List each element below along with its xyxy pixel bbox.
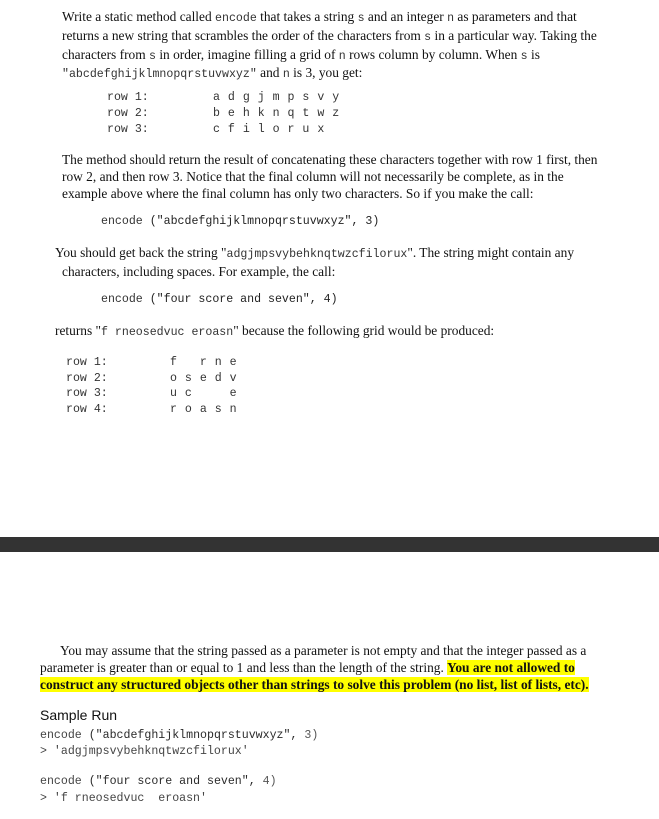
page-divider bbox=[0, 537, 659, 552]
code-args: ("abcdefghijklmnopqrstuvwxyz", bbox=[81, 729, 298, 742]
text-line bbox=[40, 677, 640, 694]
grid-cell: o bbox=[272, 123, 280, 136]
code-inline: "abcdefghijklmnopqrstuvwxyz" bbox=[62, 68, 257, 82]
grid-cell: e bbox=[229, 387, 237, 400]
grid-cell: h bbox=[242, 107, 250, 120]
text: in order, imagine filling a grid of bbox=[155, 46, 339, 62]
grid-cell: z bbox=[332, 107, 340, 120]
code-inline: encode bbox=[215, 12, 257, 25]
grid-example-2 bbox=[66, 356, 286, 418]
code-fn: encode bbox=[101, 293, 143, 306]
code-inline: n bbox=[282, 68, 290, 82]
code-inline: s bbox=[357, 12, 365, 25]
grid-cell: u bbox=[170, 387, 177, 400]
grid-cell: e bbox=[229, 356, 237, 369]
grid-cell: o bbox=[170, 371, 177, 385]
grid-cell: y bbox=[332, 91, 340, 104]
text: and bbox=[256, 65, 283, 81]
grid-cell: e bbox=[227, 107, 235, 120]
paragraph-5 bbox=[40, 643, 640, 693]
code-args: ("four score and seven", bbox=[149, 293, 317, 306]
code-fn: encode bbox=[40, 729, 82, 742]
text: returns " bbox=[55, 323, 101, 338]
highlighted-text: construct any structured objects other than strings to solve this problem (no list, list of lists, etc). bbox=[40, 676, 589, 692]
code-inline: s bbox=[149, 49, 156, 63]
grid-cell: s bbox=[214, 402, 222, 416]
sample-run-output-1: > 'adgjmpsvybehknqtwzcfilorux' bbox=[40, 745, 249, 758]
grid-cell: s bbox=[184, 371, 192, 385]
text: is bbox=[527, 46, 540, 62]
text: that takes a string bbox=[256, 9, 358, 24]
grid-row-label: row 1: bbox=[107, 91, 149, 104]
grid-cell: e bbox=[199, 371, 207, 385]
grid-cell: n bbox=[229, 402, 237, 416]
text: in a particular way. Taking the bbox=[431, 27, 597, 43]
grid-cell: s bbox=[302, 91, 310, 104]
sample-run-title: Sample Run bbox=[40, 707, 118, 723]
code-call-1 bbox=[101, 215, 379, 228]
grid-cell: v bbox=[317, 91, 325, 104]
grid-cell: w bbox=[317, 107, 325, 120]
intro-line-2 bbox=[62, 28, 622, 47]
code-call-2 bbox=[101, 293, 338, 306]
text-line: You may assume that the string passed as a parameter is not empty and that the integer passed as a bbox=[60, 643, 587, 658]
paragraph-3 bbox=[55, 245, 635, 281]
sample-run-output-2: > 'f rneosedvuc eroasn' bbox=[40, 792, 207, 805]
text: is 3, you get: bbox=[289, 65, 363, 81]
grid-cell: v bbox=[229, 371, 237, 385]
sample-run-call-1 bbox=[40, 729, 318, 742]
grid-cell: k bbox=[257, 107, 265, 120]
grid-cell: c bbox=[184, 387, 192, 400]
grid-row-label: row 3: bbox=[66, 387, 108, 400]
grid-cell: a bbox=[199, 402, 207, 416]
text: characters from bbox=[62, 46, 149, 62]
grid-cell: x bbox=[317, 123, 325, 136]
grid-cell: i bbox=[242, 123, 250, 136]
code-fn: encode bbox=[101, 215, 143, 228]
text-line: example above where the final column has only two characters. So if you make the call: bbox=[62, 185, 534, 201]
intro-line-4 bbox=[62, 65, 622, 84]
grid-row-label: row 3: bbox=[107, 123, 149, 136]
grid-cell: b bbox=[213, 107, 220, 120]
grid-cell: r bbox=[287, 123, 295, 136]
paragraph-2 bbox=[62, 152, 642, 202]
text-line bbox=[55, 245, 635, 264]
grid-cell: d bbox=[227, 91, 235, 104]
text: as parameters and that bbox=[454, 9, 577, 24]
grid-cell: q bbox=[287, 107, 295, 120]
grid-cell: p bbox=[287, 91, 295, 104]
intro-line-1 bbox=[62, 9, 622, 28]
grid-cell: r bbox=[170, 402, 177, 416]
grid-cell: r bbox=[199, 356, 207, 369]
code-inline: n bbox=[447, 12, 455, 25]
text: Write a static method called bbox=[62, 9, 216, 24]
paragraph-4 bbox=[55, 323, 635, 342]
grid-row-label: row 4: bbox=[66, 402, 108, 416]
grid-cell: l bbox=[257, 123, 265, 136]
text: parameter is greater than or equal to 1 and less than the length of the string. bbox=[40, 659, 448, 675]
code-inline: s bbox=[424, 30, 432, 44]
code-num: 3) bbox=[358, 215, 380, 228]
grid-cell: d bbox=[214, 371, 222, 385]
text: and an integer bbox=[364, 9, 448, 24]
text-line bbox=[40, 660, 640, 677]
grid-cell: g bbox=[242, 91, 250, 104]
code-num: 4) bbox=[316, 293, 338, 306]
code-inline: n bbox=[338, 49, 346, 63]
code-fn: encode bbox=[40, 775, 82, 788]
text: ". The string might contain any bbox=[407, 245, 575, 260]
grid-cell: m bbox=[272, 91, 280, 104]
text-line: row 2, and then row 3. Notice that the final column will not necessarily be complete, as in the bbox=[62, 168, 564, 184]
grid-row-label: row 2: bbox=[107, 107, 149, 120]
code-num: 3) bbox=[297, 729, 319, 742]
grid-cell: f bbox=[170, 356, 177, 369]
grid-cell: t bbox=[302, 107, 310, 120]
grid-cell: u bbox=[302, 123, 310, 136]
text-line: The method should return the result of concatenating these characters together with row 1 first, then bbox=[62, 152, 598, 167]
highlighted-text: You are not allowed to bbox=[447, 659, 575, 675]
grid-cell: o bbox=[184, 402, 192, 416]
code-args: ("abcdefghijklmnopqrstuvwxyz", bbox=[149, 215, 359, 228]
text: rows column by column. When bbox=[345, 46, 521, 62]
text-line: characters, including spaces. For example, the call: bbox=[62, 263, 336, 279]
grid-cell: a bbox=[213, 91, 220, 104]
code-num: 4) bbox=[255, 775, 277, 788]
grid-cell: j bbox=[257, 91, 265, 104]
grid-row-label: row 1: bbox=[66, 356, 108, 369]
grid-cell: c bbox=[213, 123, 220, 136]
text: You should get back the string " bbox=[55, 245, 227, 260]
intro-line-3 bbox=[62, 47, 622, 66]
text: " because the following grid would be produced: bbox=[233, 323, 495, 338]
grid-cell: n bbox=[272, 107, 280, 120]
code-args: ("four score and seven", bbox=[81, 775, 256, 788]
grid-cell: n bbox=[214, 356, 222, 369]
grid-cell: f bbox=[227, 123, 235, 136]
text: returns a new string that scrambles the order of the characters from bbox=[62, 27, 425, 43]
grid-example-1 bbox=[107, 91, 377, 139]
code-inline: s bbox=[520, 49, 528, 63]
sample-run-call-2 bbox=[40, 775, 277, 788]
code-inline: f rneosedvuc eroasn bbox=[101, 326, 234, 339]
grid-row-label: row 2: bbox=[66, 371, 108, 385]
intro-paragraph bbox=[62, 9, 622, 84]
code-inline: adgjmpsvybehknqtwzcfilorux bbox=[226, 248, 408, 261]
